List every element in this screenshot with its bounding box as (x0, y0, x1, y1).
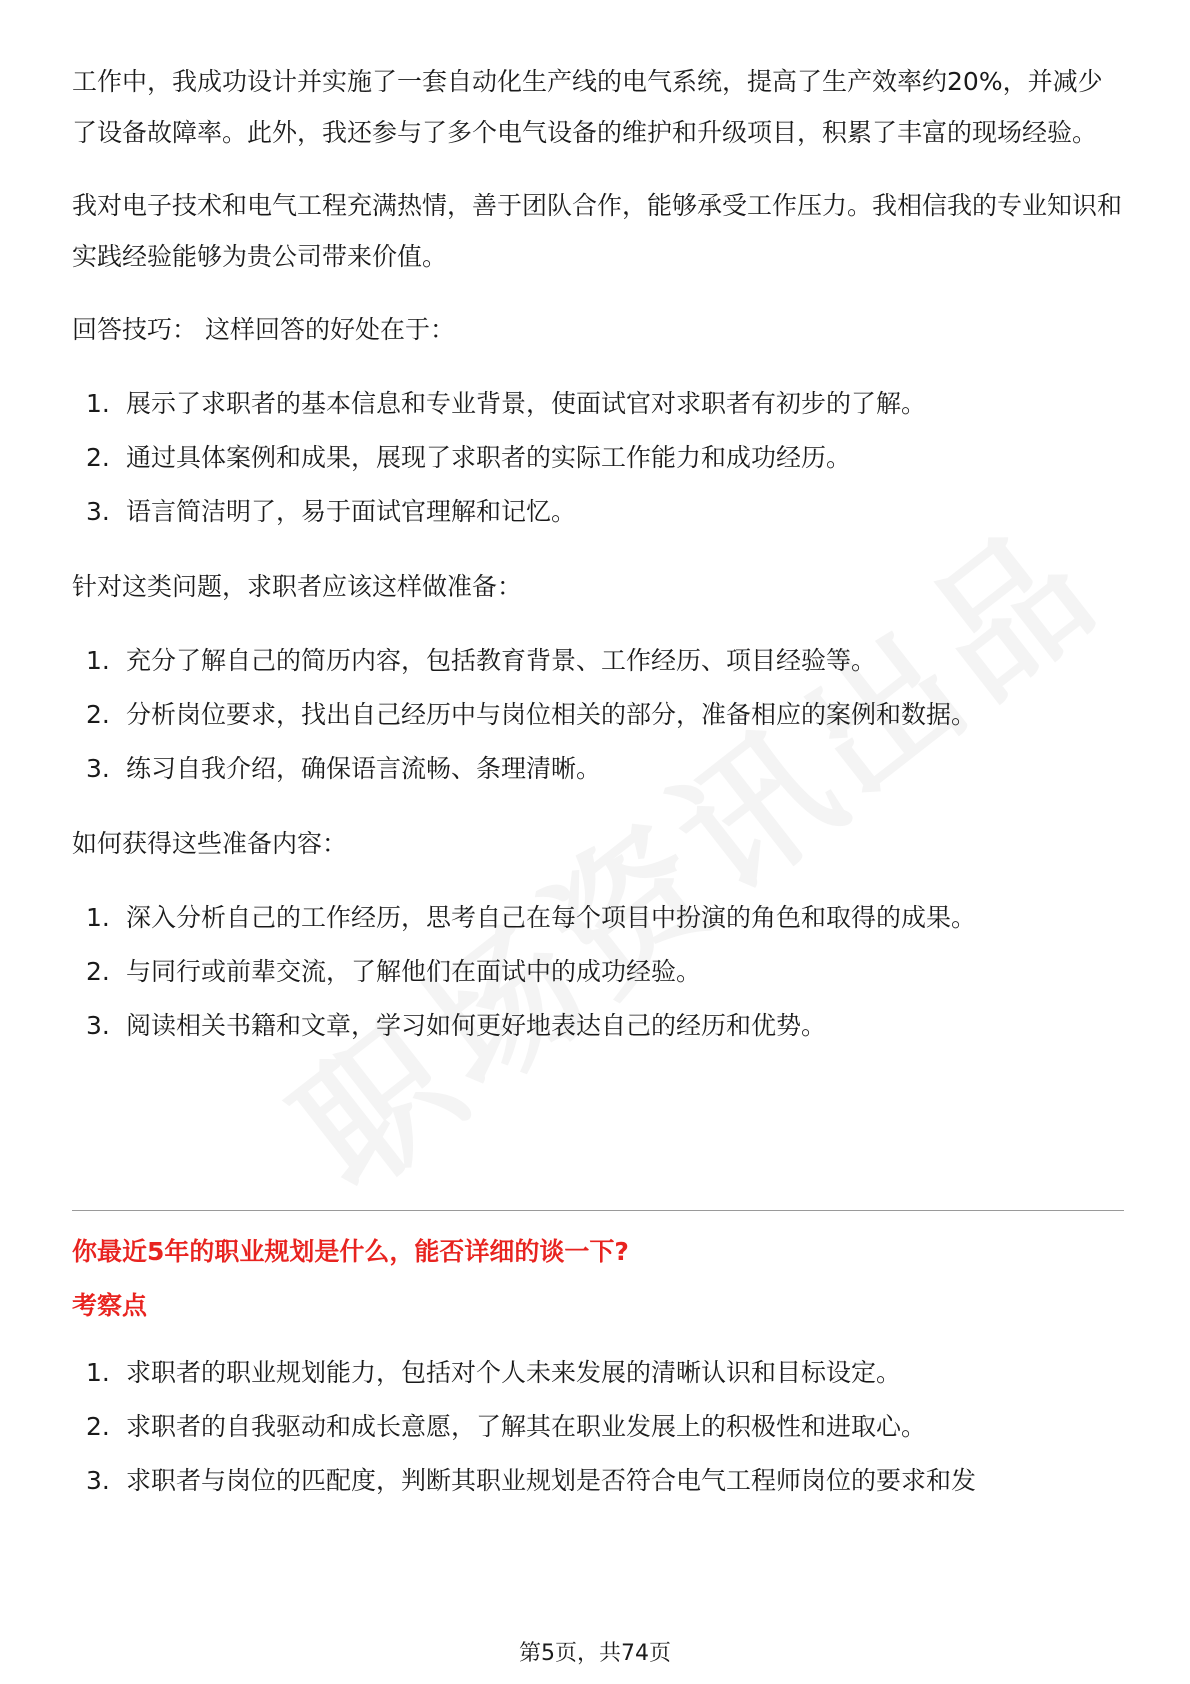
sources-heading: 如何获得这些准备内容： (72, 829, 348, 858)
list-item: 3. 练习自我介绍，确保语言流畅、条理清晰。 (86, 754, 602, 783)
list-item: 2. 与同行或前辈交流，了解他们在面试中的成功经验。 (86, 957, 702, 986)
intro-paragraph-2: 我对电子技术和电气工程充满热情，善于团队合作，能够承受工作压力。我相信我的专业知识和实践经验能够为贵公司带来价值。 (72, 191, 1123, 271)
list-item: 1. 深入分析自己的工作经历，思考自己在每个项目中扮演的角色和取得的成果。 (86, 903, 977, 932)
main-content (72, 56, 1122, 1053)
list-item: 2. 求职者的自我驱动和成长意愿，了解其在职业发展上的积极性和进取心。 (86, 1412, 927, 1441)
list-item: 1. 求职者的职业规划能力，包括对个人未来发展的清晰认识和目标设定。 (86, 1358, 902, 1387)
page-number: 第5页，共74页 (519, 1641, 671, 1666)
list-item: 2. 通过具体案例和成果，展现了求职者的实际工作能力和成功经历。 (86, 443, 852, 472)
assessment-points-heading: 考察点 (72, 1291, 148, 1320)
intro-paragraph-1: 工作中，我成功设计并实施了一套自动化生产线的电气系统，提高了生产效率约20%，并减少了设备故障率。此外，我还参与了多个电气设备的维护和升级项目，积累了丰富的现场经验。 (72, 67, 1103, 147)
list-item: 1. 展示了求职者的基本信息和专业背景，使面试官对求职者有初步的了解。 (86, 389, 927, 418)
sources-list (72, 891, 1122, 1053)
list-item: 2. 分析岗位要求，找出自己经历中与岗位相关的部分，准备相应的案例和数据。 (86, 700, 977, 729)
section-divider (72, 1210, 1124, 1211)
answer-tips-list (72, 377, 1122, 539)
answer-tips-heading: 回答技巧： 这样回答的好处在于： (72, 315, 455, 344)
list-item: 3. 语言简洁明了，易于面试官理解和记忆。 (86, 497, 577, 526)
assessment-points-list (72, 1346, 1122, 1508)
question-title: 你最近5年的职业规划是什么，能否详细的谈一下? (72, 1237, 629, 1266)
list-item: 3. 阅读相关书籍和文章，学习如何更好地表达自己的经历和优势。 (86, 1011, 827, 1040)
next-question-section (72, 1232, 1122, 1508)
preparation-list (72, 634, 1122, 796)
list-item: 1. 充分了解自己的简历内容，包括教育背景、工作经历、项目经验等。 (86, 646, 877, 675)
list-item: 3. 求职者与岗位的匹配度，判断其职业规划是否符合电气工程师岗位的要求和发 (86, 1466, 977, 1495)
preparation-heading: 针对这类问题，求职者应该这样做准备： (72, 572, 523, 601)
